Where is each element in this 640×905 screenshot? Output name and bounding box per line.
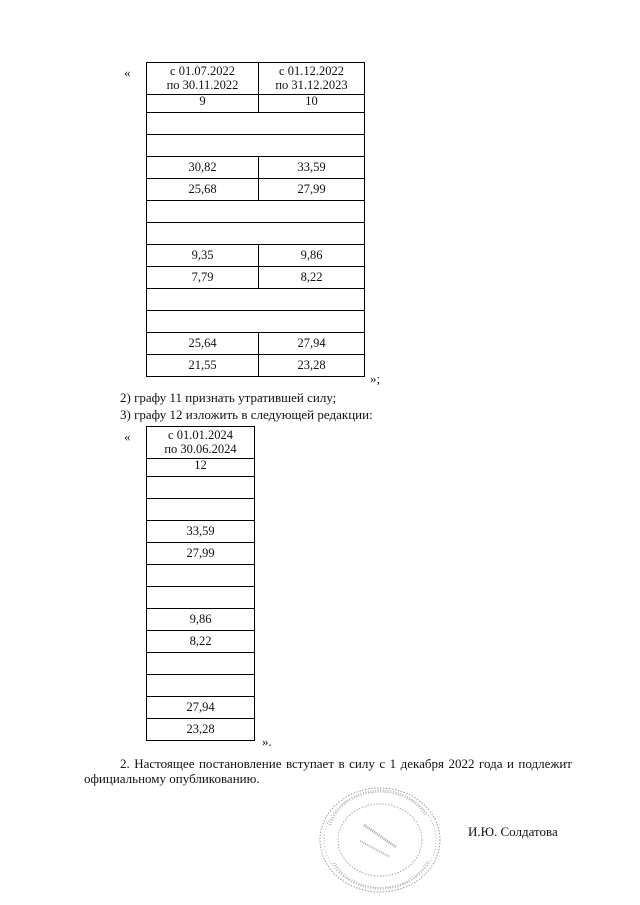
table1-row: [147, 267, 365, 289]
table1-column-number-row: [147, 95, 365, 113]
table2-row: [147, 609, 255, 631]
table1-empty-cell: [147, 311, 365, 333]
table1-cell: 27,94: [259, 333, 365, 355]
table1-close-quote: »;: [370, 371, 381, 386]
table1-empty-cell: [147, 113, 365, 135]
table2-cell: 27,99: [147, 543, 255, 565]
table1-cell: 27,99: [259, 179, 365, 201]
table2-row: [147, 565, 255, 587]
table2-row: [147, 631, 255, 653]
table1: [146, 62, 365, 377]
table1-row: [147, 113, 365, 135]
amendment-item-3: 3) графу 12 изложить в следующей редакции:: [120, 407, 373, 422]
table2-cell: 8,22: [147, 631, 255, 653]
table1-cell: 7,79: [147, 267, 259, 289]
table2-cell: [147, 653, 255, 675]
table2-cell: [147, 587, 255, 609]
table2-column-number-row: [147, 459, 255, 477]
table1-row: [147, 179, 365, 201]
table2-cell: [147, 565, 255, 587]
table1-cell: 23,28: [259, 355, 365, 377]
table1-row: [147, 201, 365, 223]
table1-empty-cell: [147, 223, 365, 245]
table1-row: [147, 311, 365, 333]
table1-cell: 21,55: [147, 355, 259, 377]
table1-cell: 25,68: [147, 179, 259, 201]
table2: [146, 426, 255, 741]
table1-col-number: 10: [259, 95, 365, 113]
table2-cell: [147, 477, 255, 499]
table2-cell: 23,28: [147, 719, 255, 741]
table2-row: [147, 719, 255, 741]
table2-row: [147, 675, 255, 697]
table1-row: [147, 223, 365, 245]
table2-header-col12: с 01.01.2024 по 30.06.2024: [147, 427, 255, 459]
table1-header-col9: с 01.07.2022 по 30.11.2022: [147, 63, 259, 95]
table2-row: [147, 543, 255, 565]
table1-row: [147, 135, 365, 157]
table2-cell: [147, 675, 255, 697]
table2-row: [147, 477, 255, 499]
table2-cell: 27,94: [147, 697, 255, 719]
amendment-item-2: 2) графу 11 признать утратившей силу;: [120, 390, 337, 405]
table2-cell: 33,59: [147, 521, 255, 543]
table1-cell: 8,22: [259, 267, 365, 289]
table2-open-quote: «: [124, 429, 131, 444]
table1-header-col10: с 01.12.2022 по 31.12.2023: [259, 63, 365, 95]
official-seal-icon: [316, 785, 444, 895]
signatory-name: И.Ю. Солдатова: [468, 824, 558, 839]
table2-cell: 9,86: [147, 609, 255, 631]
table1-cell: 33,59: [259, 157, 365, 179]
table1-header-row: [147, 63, 365, 95]
table2-header-row: [147, 427, 255, 459]
table2-row: [147, 697, 255, 719]
table1-row: [147, 245, 365, 267]
table1-col-number: 9: [147, 95, 259, 113]
table2-cell: [147, 499, 255, 521]
table1-cell: 9,86: [259, 245, 365, 267]
table2-row: [147, 499, 255, 521]
table1-open-quote: «: [124, 65, 131, 80]
table1-row: [147, 333, 365, 355]
table1-row: [147, 355, 365, 377]
table1-row: [147, 157, 365, 179]
table1-row: [147, 289, 365, 311]
table1-cell: 25,64: [147, 333, 259, 355]
table1-empty-cell: [147, 289, 365, 311]
table2-col-number: 12: [147, 459, 255, 477]
table1-empty-cell: [147, 201, 365, 223]
table1-cell: 30,82: [147, 157, 259, 179]
table2-row: [147, 521, 255, 543]
closing-paragraph: 2. Настоящее постановление вступает в силу с 1 декабря 2022 года и подлежит официальному опубликованию.: [84, 756, 572, 786]
table2-row: [147, 587, 255, 609]
table1-empty-cell: [147, 135, 365, 157]
table2-row: [147, 653, 255, 675]
table2-close-quote: ».: [262, 734, 272, 749]
table1-cell: 9,35: [147, 245, 259, 267]
